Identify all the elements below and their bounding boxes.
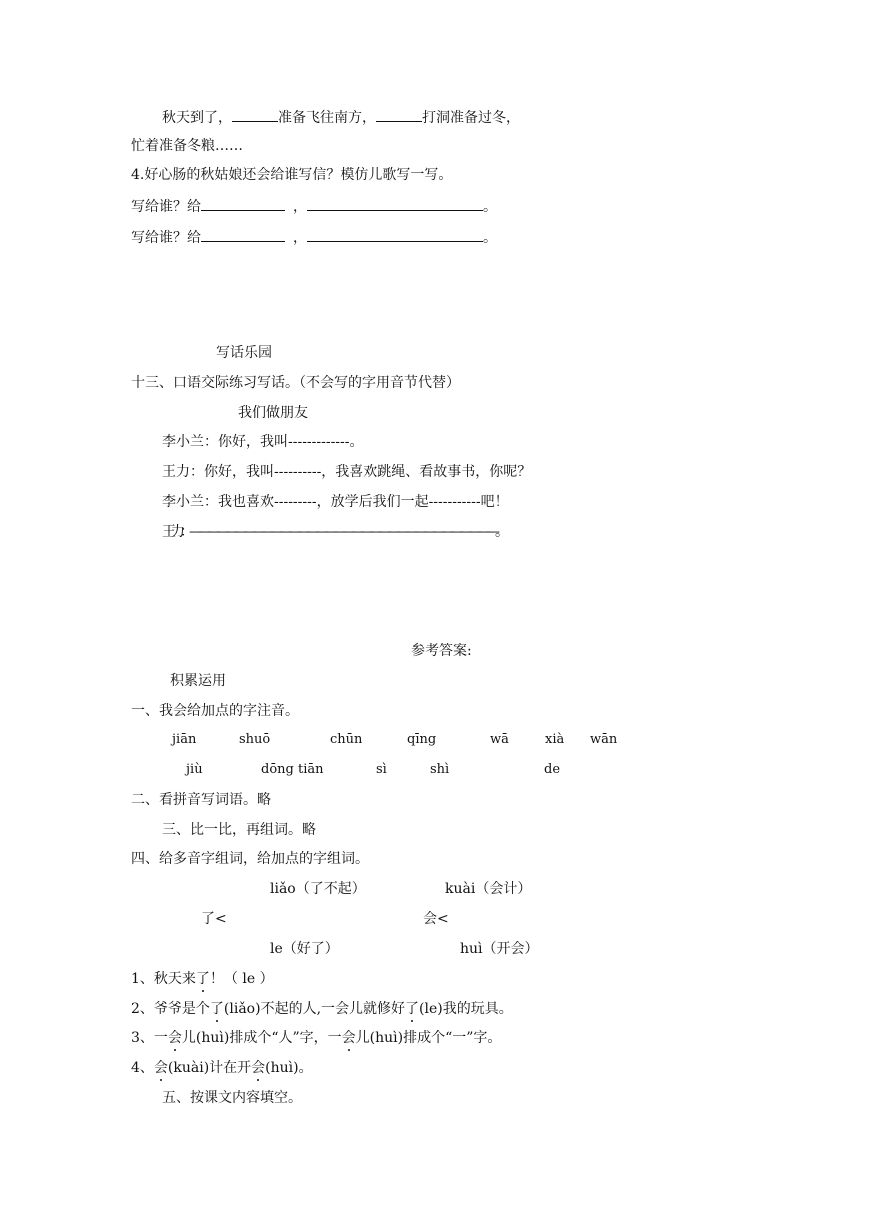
q4-title: 4.好心肠的秋姑娘还会给谁写信？模仿儿歌写一写。 bbox=[131, 167, 453, 183]
dialog-line: 王力：——————————————————————————————————。 bbox=[162, 524, 504, 540]
polyphone-kuai-top: kuài（会计） bbox=[445, 881, 532, 897]
blank-line[interactable] bbox=[307, 227, 483, 242]
section-13-title: 十三、口语交际练习写话。（不会写的字用音节代替） bbox=[131, 375, 460, 391]
answer-sentence-1: 1、秋天来了！（ le ） bbox=[131, 971, 274, 987]
blank-line[interactable] bbox=[232, 107, 278, 122]
dotted-char: 会 bbox=[251, 1060, 266, 1076]
autumn-sentence-cont: 忙着准备冬粮…… bbox=[131, 138, 243, 154]
dotted-char: 了 bbox=[405, 1001, 420, 1017]
blank-line[interactable] bbox=[201, 227, 285, 242]
autumn-sentence: 秋天到了， 准备飞往南方， 打洞准备过冬， bbox=[162, 107, 520, 127]
q4-line-2: 写给谁？给 ， 。 bbox=[131, 227, 497, 247]
answer-section-1: 一、我会给加点的字注音。 bbox=[131, 703, 299, 719]
pinyin-answer: chūn bbox=[330, 732, 363, 747]
answer-section-4: 四、给多音字组词，给加点的字组词。 bbox=[131, 851, 369, 867]
answer-section-5: 五、按课文内容填空。 bbox=[162, 1090, 302, 1106]
dotted-char: 会 bbox=[153, 1060, 168, 1076]
dialog-line: 王力：你好，我叫----------，我喜欢跳绳、看故事书，你呢？ bbox=[162, 464, 532, 480]
polyphone-hui-char: 会< bbox=[423, 911, 449, 927]
dotted-char: 了 bbox=[209, 1001, 224, 1017]
pinyin-answer: wā bbox=[490, 732, 509, 747]
polyphone-le-bottom: le（好了） bbox=[270, 941, 339, 957]
pinyin-answer: de bbox=[544, 762, 561, 777]
polyphone-hui-bottom: huì（开会） bbox=[460, 941, 539, 957]
answers-title: 参考答案: bbox=[411, 643, 472, 659]
pinyin-answer: qīng bbox=[407, 732, 437, 747]
writing-heading: 写话乐园 bbox=[216, 345, 272, 361]
polyphone-liao-char: 了< bbox=[201, 911, 227, 927]
blank-line[interactable] bbox=[307, 196, 483, 211]
dotted-char: 了 bbox=[195, 971, 210, 987]
pinyin-answer: sì bbox=[376, 762, 387, 777]
pinyin-answer: dōng tiān bbox=[261, 762, 324, 777]
pinyin-answer: jiān bbox=[172, 732, 197, 747]
q4-line-1: 写给谁？给 ， 。 bbox=[131, 196, 497, 216]
answer-section-3: 三、比一比，再组词。略 bbox=[162, 822, 316, 838]
answer-section-2: 二、看拼音写词语。略 bbox=[131, 792, 271, 808]
blank-line[interactable] bbox=[201, 196, 285, 211]
blank-line[interactable] bbox=[376, 107, 422, 122]
answer-sentence-2: 2、爷爷是个了(liǎo)不起的人,一会儿就修好了(le)我的玩具。 bbox=[131, 1001, 513, 1017]
pinyin-answer: jiù bbox=[186, 762, 203, 777]
dotted-char: 会 bbox=[167, 1030, 182, 1046]
pinyin-answer: wān bbox=[590, 732, 618, 747]
pinyin-answer: shì bbox=[430, 762, 450, 777]
dialog-title: 我们做朋友 bbox=[238, 405, 308, 421]
dialog-line: 李小兰：你好，我叫-------------。 bbox=[162, 434, 364, 450]
dotted-char: 会 bbox=[341, 1030, 356, 1046]
polyphone-liao-top: liǎo（了不起） bbox=[270, 881, 366, 897]
answer-sentence-4: 4、会(kuài)计在开会(huì)。 bbox=[131, 1060, 313, 1076]
pinyin-answer: shuō bbox=[239, 732, 271, 747]
pinyin-answer: xià bbox=[545, 732, 565, 747]
answers-subheading: 积累运用 bbox=[170, 673, 226, 689]
answer-sentence-3: 3、一会儿(huì)排成个“人”字，一会儿(huì)排成个“一”字。 bbox=[131, 1030, 502, 1046]
dialog-line: 李小兰：我也喜欢---------，放学后我们一起-----------吧！ bbox=[162, 494, 509, 510]
